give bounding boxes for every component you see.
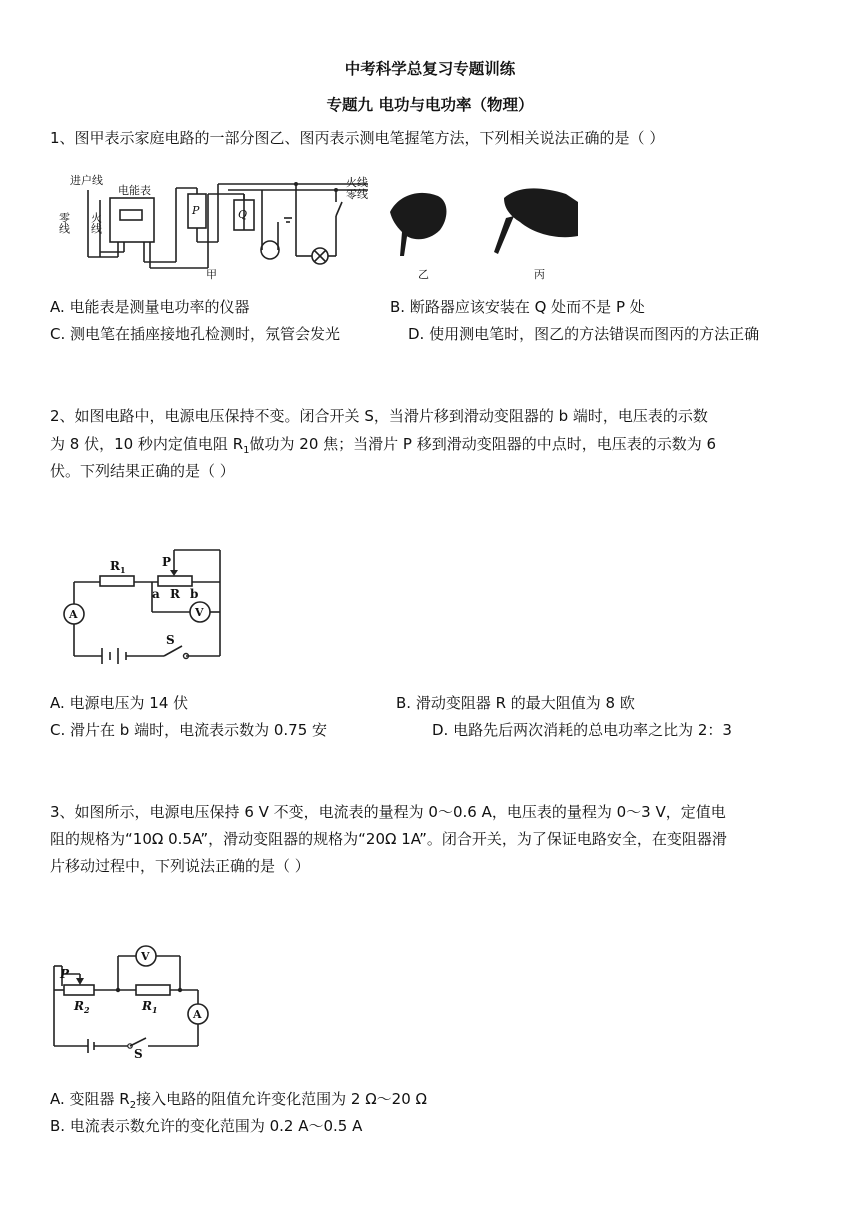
label-lingxian-vertical: 零线 — [58, 212, 71, 234]
q2-option-b: B. 滑动变阻器 R 的最大阻值为 8 欧 — [396, 694, 635, 712]
q2-stem-line2: 为 8 伏，10 秒内定值电阻 $R_1$做功为 20 焦；当滑片 P 移到滑动变阻器的中点时，电压表的示数为 6 — [50, 435, 717, 456]
q2-option-c: C. 滑片在 b 端时，电流表示数为 0.75 安 — [50, 721, 328, 739]
q2-stem-line1: 2、如图电路中，电源电压保持不变。闭合开关 S，当滑片移到滑动变阻器的 b 端时，电压表的示数 — [50, 407, 708, 425]
label-a: a — [152, 587, 160, 601]
caption-bing: 丙 — [534, 268, 545, 281]
label-p: P — [60, 967, 70, 981]
q3-stem-line1: 3、如图所示，电源电压保持 6 V 不变，电流表的量程为 0～0.6 A，电压表的量程为 0～3 V，定值电 — [50, 803, 726, 821]
label-huoxian-vertical: 火线 — [89, 212, 103, 234]
label-p: P — [192, 204, 200, 217]
ammeter-label: A — [69, 608, 78, 621]
label-p: P — [162, 555, 172, 569]
label-r: R — [170, 587, 180, 601]
q3-figure — [50, 942, 220, 1060]
label-s: S — [166, 633, 175, 647]
label-r1: R — [110, 559, 120, 573]
svg-text:R1: $R_1$ — [110, 559, 126, 575]
q1-option-d: D. 使用测电笔时，图乙的方法错误而图丙的方法正确 — [408, 325, 760, 343]
svg-text:R2: $R_2$ — [74, 999, 90, 1015]
label-s: S — [134, 1047, 143, 1060]
document-title: 中考科学总复习专题训练 — [344, 60, 516, 78]
ammeter-label: A — [193, 1008, 202, 1021]
q3-option-b: B. 电流表示数允许的变化范围为 0.2 A～0.5 A — [50, 1117, 363, 1135]
household-circuit-diagram — [58, 172, 598, 282]
label-b: b — [190, 587, 199, 601]
q2-figure — [60, 544, 230, 668]
label-lingxian: 零线 — [346, 188, 368, 201]
rheostat-circuit-diagram — [50, 942, 220, 1060]
caption-yi: 乙 — [418, 268, 429, 281]
q1-option-c: C. 测电笔在插座接地孔检测时，氖管会发光 — [50, 325, 341, 343]
label-q: Q — [238, 208, 248, 221]
voltmeter-label: V — [141, 950, 150, 963]
label-huoxian: 火线 — [346, 176, 368, 189]
q1-option-b: B. 断路器应该安装在 Q 处而不是 P 处 — [390, 298, 645, 316]
q3-stem-line2: 阻的规格为“10Ω 0.5A”，滑动变阻器的规格为“20Ω 1A”。闭合开关，为了保证电路安全，在变阻器滑 — [50, 830, 727, 848]
label-r2: R — [74, 999, 84, 1013]
q3-stem-line3: 片移动过程中，下列说法正确的是（ ） — [50, 857, 310, 875]
q2-stem-line3: 伏。下列结果正确的是（ ） — [50, 462, 235, 480]
q2-option-a: A. 电源电压为 14 伏 — [50, 694, 189, 712]
q1-option-a: A. 电能表是测量电功率的仪器 — [50, 298, 250, 316]
q1-figure — [58, 172, 598, 282]
label-r1: R — [142, 999, 152, 1013]
caption-jia: 甲 — [206, 268, 217, 281]
voltmeter-label: V — [195, 606, 204, 619]
label-dianbiao: 电能表 — [118, 184, 151, 197]
svg-text:R1: $R_1$ — [142, 999, 158, 1015]
q2-option-d: D. 电路先后两次消耗的总电功率之比为 2：3 — [432, 721, 732, 739]
document-subtitle: 专题九 电功与电功率（物理） — [326, 96, 534, 114]
q3-option-a: A. 变阻器 $R_2$接入电路的阻值允许变化范围为 2 Ω～20 Ω — [50, 1090, 427, 1111]
q1-stem: 1、图甲表示家庭电路的一部分图乙、图丙表示测电笔握笔方法，下列相关说法正确的是（ ） — [50, 129, 665, 147]
label-jinhuxian: 进户线 — [70, 174, 103, 187]
series-circuit-diagram — [60, 544, 230, 668]
